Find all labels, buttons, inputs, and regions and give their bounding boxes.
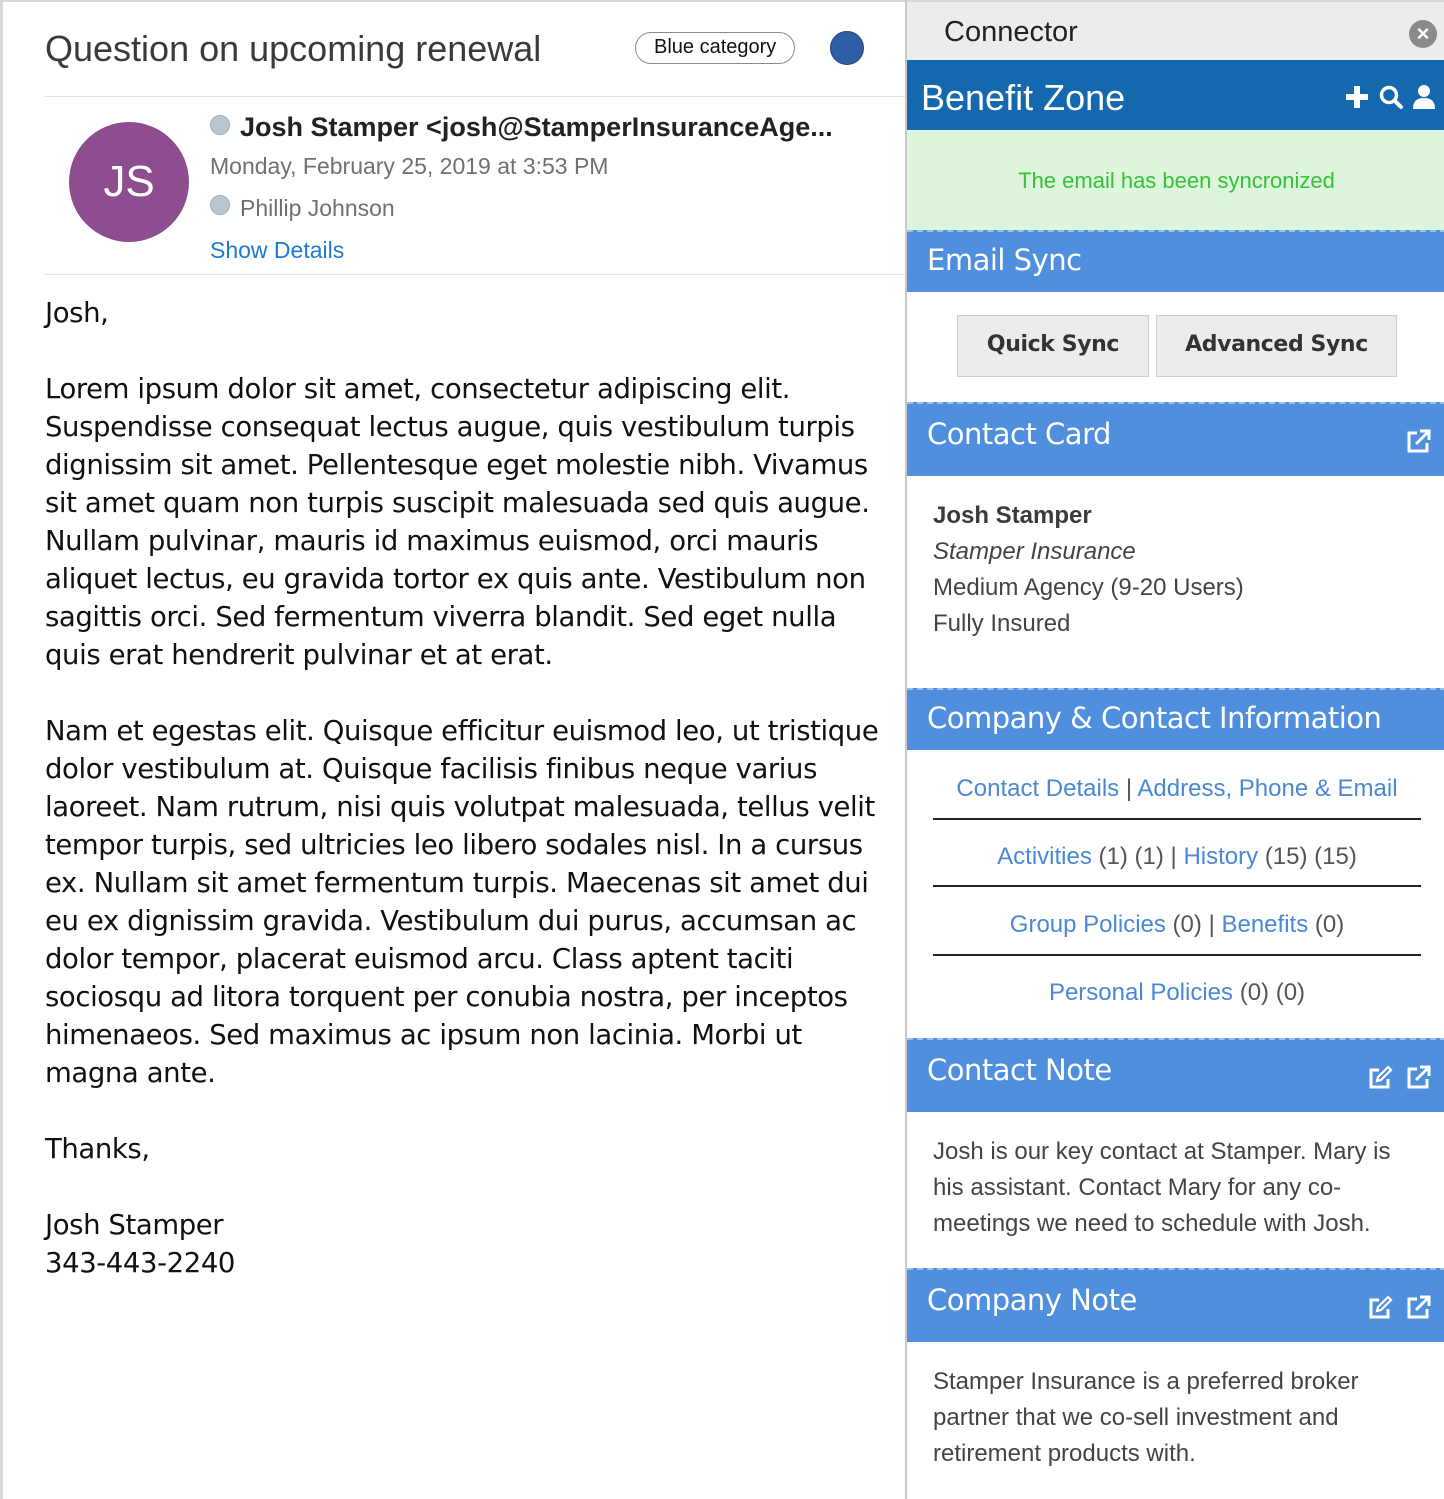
- info-row: [933, 979, 1421, 1007]
- plus-icon[interactable]: [1344, 84, 1370, 110]
- info-row: [933, 775, 1421, 803]
- benefits-count: (0): [1314, 911, 1345, 938]
- external-link-icon[interactable]: [1404, 1064, 1432, 1092]
- separator: |: [1208, 911, 1215, 938]
- personal-policies-link[interactable]: Personal Policies: [1048, 979, 1234, 1006]
- header-toolbar: [1344, 82, 1436, 112]
- divider: [45, 274, 905, 275]
- advanced-sync-button[interactable]: Advanced Sync: [1156, 315, 1397, 377]
- search-icon[interactable]: [1378, 84, 1404, 110]
- history-count: (15) (15): [1264, 843, 1357, 870]
- recipient-name[interactable]: Phillip Johnson: [240, 195, 395, 221]
- section-title: Company & Contact Information: [927, 701, 1382, 735]
- sender-name[interactable]: Josh Stamper <josh@StamperInsuranceAge...: [240, 112, 833, 142]
- recipient-line[interactable]: [210, 195, 395, 222]
- section-title: Company Note: [927, 1283, 1137, 1317]
- contact-name: Josh Stamper: [933, 502, 1092, 529]
- show-details-link[interactable]: Show Details: [210, 237, 345, 263]
- external-link-icon[interactable]: [1404, 428, 1432, 456]
- company-note-text: Stamper Insurance is a preferred broker partner that we co-sell investment and retirement products with.: [933, 1368, 1359, 1467]
- external-link-icon[interactable]: [1404, 1294, 1432, 1322]
- email-subject: Question on upcoming renewal: [45, 28, 542, 69]
- company-size: Medium Agency (9-20 Users): [933, 574, 1244, 601]
- benefit-zone-header: [907, 60, 1444, 130]
- info-row: [933, 911, 1421, 939]
- email-paragraph: Nam et egestas elit. Quisque efficitur euismod leo, ut tristique dolor vestibulum at. Quisque facilisis finibus neque varius laoreet. Nam rutrum, nisi quis volutpat malesuada, tellus velit tempor turpis, sed ultricies leo libero sodales nisl. In a cursus ex. Nullam sit amet fermentum turpis. Maecenas sit amet dui eu ex dignissim gravida. Vestibulum dui purus, accumsan ac dolor tempor, placerat euismod arcu. Class aptent taciti sociosqu ad litora torquent per conubia nostra, per inceptos himenaeos. Sed maximus ac ipsum non lacinia. Morbi ut magna ante.: [45, 715, 879, 1089]
- sync-status-message: The email has been syncronized: [1018, 168, 1335, 193]
- address-phone-email-link[interactable]: Address, Phone & Email: [1137, 775, 1398, 802]
- divider: [45, 96, 905, 97]
- divider: [933, 885, 1421, 887]
- company-contact-info-header: [907, 688, 1444, 750]
- avatar[interactable]: JS: [69, 122, 189, 242]
- connector-panel: [905, 0, 1444, 1499]
- section-title: Contact Card: [927, 417, 1111, 451]
- contact-note-text: Josh is our key contact at Stamper. Mary is his assistant. Contact Mary for any co-meetings we need to schedule with Josh.: [933, 1138, 1391, 1237]
- contact-company: Stamper Insurance: [933, 538, 1136, 565]
- contact-card-body: [933, 498, 1244, 642]
- company-note-header: [907, 1268, 1444, 1342]
- subject-row: [45, 28, 865, 78]
- edit-icon[interactable]: [1366, 1064, 1394, 1092]
- email-closing: Thanks,: [45, 1133, 150, 1165]
- connector-title-bar: [907, 0, 1444, 60]
- edit-icon[interactable]: [1366, 1294, 1394, 1322]
- personal-policies-count: (0) (0): [1239, 979, 1306, 1006]
- sync-status-banner: [907, 130, 1444, 230]
- divider: [933, 818, 1421, 820]
- sender-line[interactable]: [210, 112, 833, 143]
- sent-date: Monday, February 25, 2019 at 3:53 PM: [210, 153, 609, 179]
- separator: |: [1125, 775, 1133, 802]
- group-policies-link[interactable]: Group Policies: [1009, 911, 1166, 938]
- coverage-type: Fully Insured: [933, 610, 1071, 637]
- presence-status-icon: [210, 115, 230, 135]
- section-title: Email Sync: [927, 243, 1082, 277]
- email-body: [45, 294, 895, 1282]
- category-color-dot[interactable]: [830, 31, 864, 65]
- section-title: Contact Note: [927, 1053, 1112, 1087]
- activities-link[interactable]: Activities: [997, 843, 1092, 870]
- history-link[interactable]: History: [1183, 843, 1259, 870]
- user-icon[interactable]: [1412, 84, 1436, 110]
- presence-status-icon: [210, 195, 230, 215]
- activities-count: (1) (1): [1098, 843, 1164, 870]
- signature-phone: 343-443-2240: [45, 1247, 236, 1279]
- email-paragraph: Lorem ipsum dolor sit amet, consectetur adipiscing elit. Suspendisse consequat lectus augue, quis vestibulum turpis dignissim sit amet. Pellentesque eget molestie nibh. Vivamus sit amet quam non turpis suscipit malesuada sed quis augue. Nullam pulvinar, mauris id maximus euismod, orci mauris aliquet lectus, eu gravida tortor ex quis ante. Vestibulum non sagittis orci. Sed fermentum viverra blandit. Sed eget nulla quis erat hendrerit pulvinar et at erat.: [45, 373, 870, 671]
- email-greeting: Josh,: [45, 297, 109, 329]
- group-policies-count: (0): [1172, 911, 1202, 938]
- separator: |: [1170, 843, 1177, 870]
- contact-note-header: [907, 1038, 1444, 1112]
- category-badge[interactable]: Blue category: [635, 32, 795, 64]
- contact-details-link[interactable]: Contact Details: [956, 775, 1120, 802]
- brand-title: Benefit Zone: [921, 77, 1126, 118]
- info-row: [933, 843, 1421, 871]
- contact-card-header: [907, 402, 1444, 476]
- divider: [933, 954, 1421, 956]
- connector-title: Connector: [944, 16, 1078, 48]
- email-sync-header: [907, 230, 1444, 292]
- quick-sync-button[interactable]: Quick Sync: [957, 315, 1149, 377]
- benefits-link[interactable]: Benefits: [1221, 911, 1309, 938]
- signature-name: Josh Stamper: [45, 1209, 224, 1241]
- close-icon[interactable]: ×: [1409, 20, 1437, 48]
